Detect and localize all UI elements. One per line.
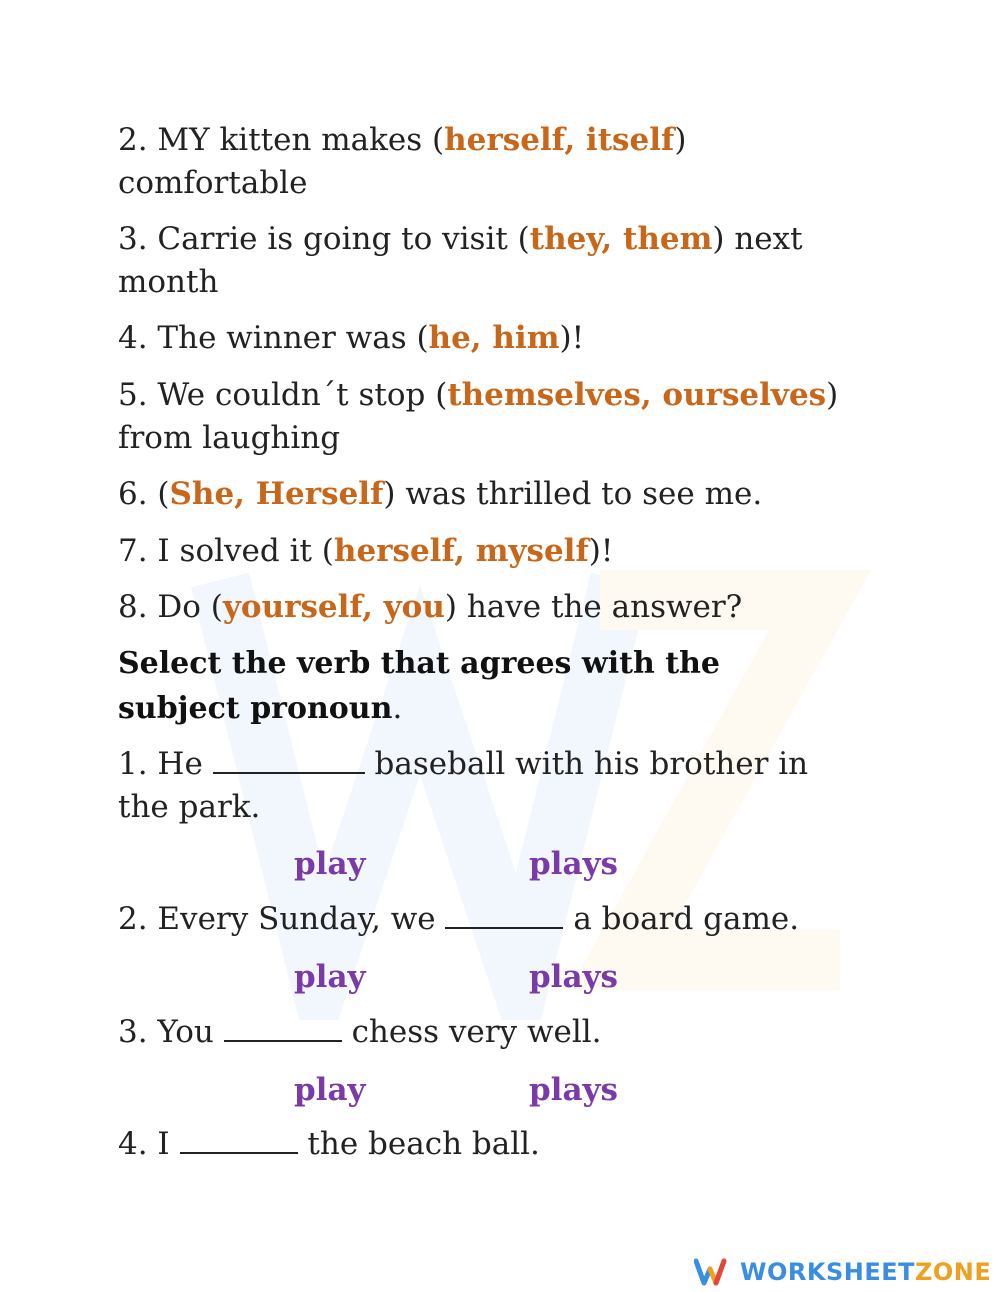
verb-question-1-line-2: the park. [118,789,261,825]
question-5-line-2: from laughing [118,420,341,456]
logo-text [740,1258,991,1286]
question-text: 1. He [118,746,203,782]
logo-text-worksheet: WORKSHEET [740,1258,915,1286]
pronoun-options[interactable]: they, them [529,221,713,257]
pronoun-options[interactable]: She, Herself [169,476,384,512]
answer-blank[interactable] [224,1012,342,1042]
question-text: baseball with his brother in [374,746,809,782]
pronoun-options[interactable]: herself, itself [444,122,675,158]
question-text: )! [559,320,585,356]
pronoun-options[interactable]: he, him [428,320,560,356]
question-2-line-1 [118,118,878,162]
section-heading-line-2 [118,686,878,731]
question-6 [118,472,878,516]
question-text: )! [588,533,614,569]
question-text: 4. The winner was ( [118,320,429,356]
question-text: 8. Do ( [118,589,223,625]
section-heading-text: subject pronoun [118,691,393,726]
worksheetzone-logo[interactable] [694,1252,991,1292]
pronoun-options[interactable]: themselves, ourselves [447,377,827,413]
verb-question-2 [118,897,878,941]
question-text: ) was thrilled to see me. [383,476,763,512]
verb-question-4 [118,1122,878,1166]
question-3-line-1 [118,217,878,261]
question-text: 2. MY kitten makes ( [118,122,445,158]
verb-question-3 [118,1010,878,1054]
question-2-line-2: comfortable [118,165,308,201]
choice-play[interactable]: play [294,1072,366,1108]
question-3-line-2: month [118,264,219,300]
question-4 [118,316,878,360]
section-heading-period: . [392,690,403,726]
question-text: 4. I [118,1126,170,1162]
question-text: ) next [712,221,803,257]
choice-play[interactable]: play [294,846,366,882]
question-text: a board game. [573,901,800,937]
question-8 [118,585,878,629]
question-text: 7. I solved it ( [118,533,334,569]
verb-question-1-line-1 [118,742,878,786]
question-text: 3. You [118,1014,214,1050]
question-text: 6. ( [118,476,170,512]
question-text: the beach ball. [307,1126,540,1162]
section-heading-line-1: Select the verb that agrees with the [118,646,720,681]
question-text: ) have the answer? [444,589,743,625]
question-text: ) [674,122,687,158]
question-text: 3. Carrie is going to visit ( [118,221,530,257]
question-text: 2. Every Sunday, we [118,901,436,937]
question-5-line-1 [118,373,878,417]
logo-text-zone: ZONE [914,1258,992,1286]
answer-blank[interactable] [213,744,365,774]
choice-play[interactable]: play [294,959,366,995]
answer-blank[interactable] [445,899,563,929]
pronoun-options[interactable]: herself, myself [333,533,589,569]
question-text: ) [826,377,839,413]
pronoun-options[interactable]: yourself, you [222,589,445,625]
question-text: chess very well. [351,1014,602,1050]
question-7 [118,529,878,573]
choice-plays[interactable]: plays [529,1072,619,1108]
choice-plays[interactable]: plays [529,959,619,995]
answer-blank[interactable] [180,1124,298,1154]
question-text: 5. We couldn´t stop ( [118,377,448,413]
choice-plays[interactable]: plays [529,846,619,882]
w-logo-icon [694,1257,732,1287]
